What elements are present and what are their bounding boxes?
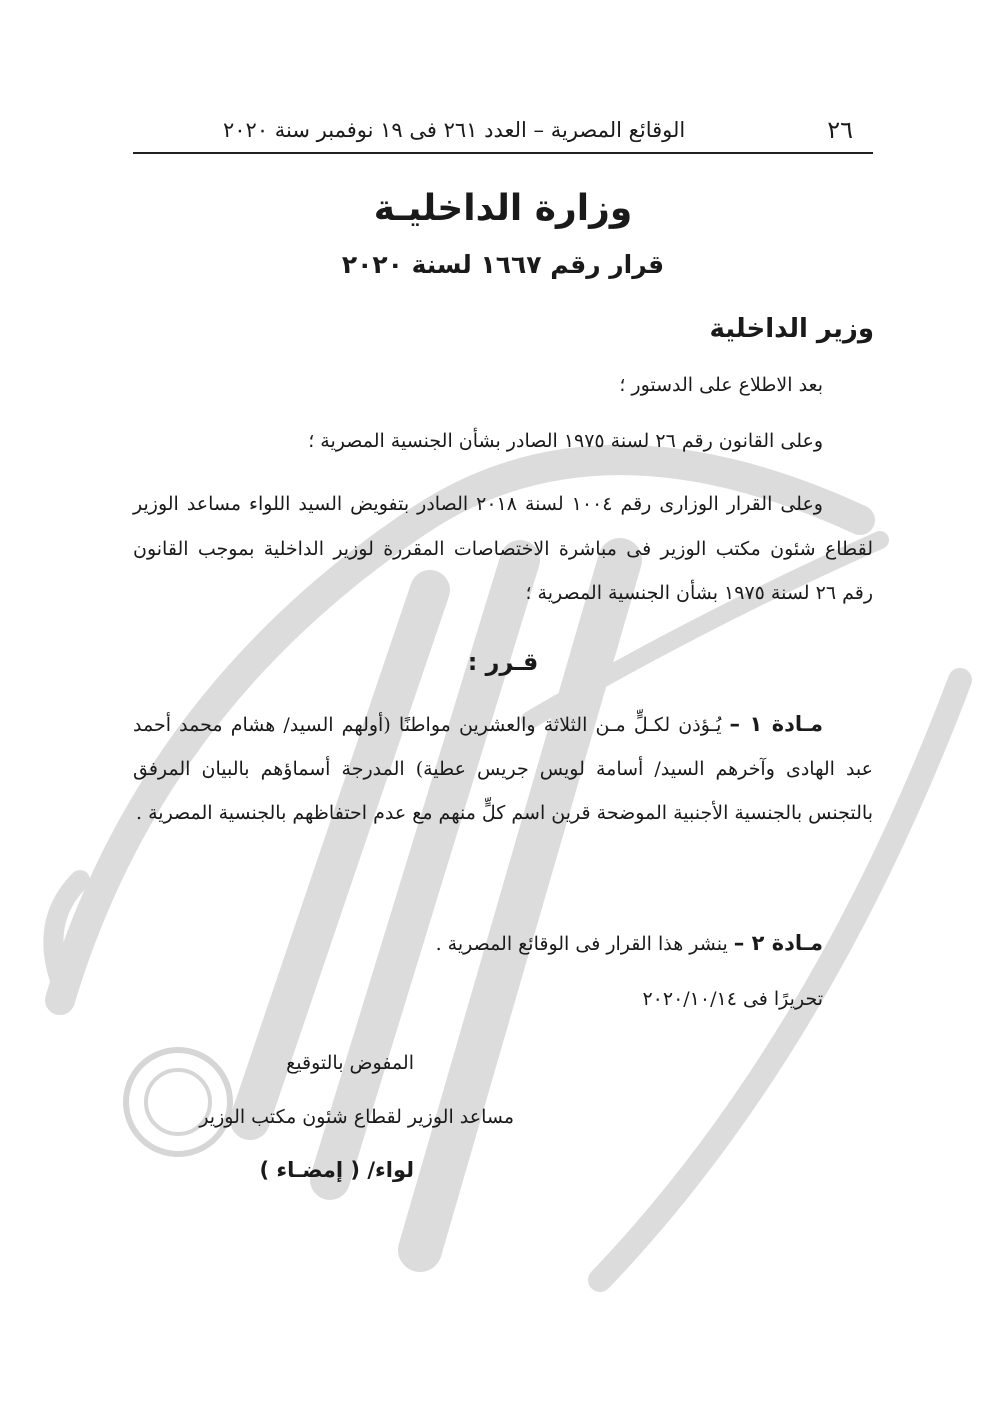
page-header (133, 112, 873, 154)
article-label: مـادة ١ – (729, 712, 823, 736)
article-1 (133, 700, 873, 836)
article-2 (133, 928, 873, 959)
preamble-paragraph: وعلى القرار الوزارى رقم ١٠٠٤ لسنة ٢٠١٨ الصادر بتفويض السيد اللواء مساعد الوزير لقطاع شئون مكتب الوزير فى مباشرة الاختصاصات المقررة لوزير الداخلية بموجب القانون رقم ٢٦ لسنة ١٩٧٥ بشأن الجنسية المصرية ؛ (133, 493, 873, 605)
signature-authorized: المفوض بالتوقيع (286, 1052, 414, 1074)
issuer-heading: وزير الداخلية (709, 314, 874, 344)
article-text: يُـؤذن لكـلٍّ مـن الثلاثة والعشرين مواطنًا (أولهم السيد/ هشام محمد أحمد عبد الهادى وآخرهم السيد/ أسامة لويس جريس عطية) المدرجة أسماؤهم بالبيان المرفق بالتجنس بالجنسية الأجنبية الموضحة قرين اسم كلٍّ منهم مع عدم احتفاظهم بالجنسية المصرية . (133, 714, 873, 824)
seal-emblem (126, 1050, 230, 1154)
page-number: ٢٦ (827, 116, 853, 144)
decree-title: قرار رقم ١٦٦٧ لسنة ٢٠٢٠ (341, 250, 665, 279)
watermark-stroke (53, 880, 80, 980)
ministry-title: وزارة الداخليـة (373, 188, 633, 229)
preamble-paragraph: بعد الاطلاع على الدستور ؛ (619, 374, 823, 396)
decided-heading: قـرر : (467, 648, 539, 676)
issue-date: تحريرًا فى ٢٠٢٠/١٠/١٤ (642, 988, 823, 1010)
signature-rank: لواء/ ( إمضـاء ) (259, 1158, 414, 1182)
preamble-paragraph: وعلى القانون رقم ٢٦ لسنة ١٩٧٥ الصادر بشأن الجنسية المصرية ؛ (308, 430, 823, 452)
article-label: مـادة ٢ – (733, 931, 823, 955)
article-text: ينشر هذا القرار فى الوقائع المصرية . (435, 933, 728, 955)
running-title: الوقائع المصرية – العدد ٢٦١ فى ١٩ نوفمبر سنة ٢٠٢٠ (223, 118, 686, 142)
signature-position: مساعد الوزير لقطاع شئون مكتب الوزير (199, 1106, 514, 1128)
